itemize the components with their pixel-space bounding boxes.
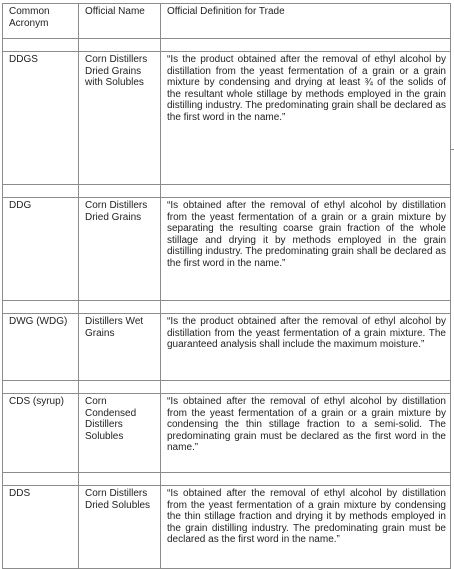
definition-cell: “Is the product obtained after the removal of ethyl alcohol by distillation from the yeast fermentation of a grain mixture. The guaranteed analysis shall include the maximum moisture.” — [161, 314, 451, 381]
acronym-cell: DDGS — [3, 52, 79, 185]
spacer-row — [3, 381, 451, 394]
spacer-row — [3, 301, 451, 314]
header-official-definition: Official Definition for Trade — [161, 4, 451, 39]
table-row — [3, 198, 451, 301]
spacer-row — [3, 473, 451, 486]
table-row — [3, 314, 451, 381]
acronym-cell: DWG (WDG) — [3, 314, 79, 381]
spacer-row — [3, 39, 451, 52]
official-name-cell: Corn Distillers Dried Solubles — [79, 486, 161, 569]
definition-cell: “Is obtained after the removal of ethyl alcohol by distillation from the yeast fermentation of a grain or a grain mixture by condensing the thin stillage fraction to a semi-solid. The predominating grain must be declared as the first word in the name.” — [161, 394, 451, 473]
spacer-row — [3, 185, 451, 198]
definition-cell: “Is obtained after the removal of ethyl alcohol by distillation from the yeast fermentation of a grain or a grain mixture by separating the resulting coarse grain fraction of the whole stillage and drying it by methods employed in the grain distilling industry. The predominating grain shall be declared as the first word in the name.” — [161, 198, 451, 301]
definition-cell: “Is obtained after the removal of ethyl alcohol by distillation from the yeast fermentation of a grain mixture by condensing the thin stillage fraction and drying it by methods employed in the grain distilling industry. The predominating grain must be declared as the first word in the name.” — [161, 486, 451, 569]
acronym-cell: DDS — [3, 486, 79, 569]
definitions-table — [2, 3, 451, 569]
header-official-name: Official Name — [79, 4, 161, 39]
table-row — [3, 394, 451, 473]
table-row — [3, 52, 451, 185]
table-row — [3, 486, 451, 569]
definition-cell: “Is the product obtained after the removal of ethyl alcohol by distillation from the yeast fermentation of a grain or a grain mixture by condensing and drying at least ¾ of the solids of the resultant whole stillage by methods employed in the grain distilling industry. The predominating grain shall be declared as the first word in the name.” — [161, 52, 451, 185]
header-row — [3, 4, 451, 39]
official-name-cell: Corn Condensed Distillers Solubles — [79, 394, 161, 473]
official-name-cell: Corn Distillers Dried Grains with Solubles — [79, 52, 161, 185]
acronym-cell: DDG — [3, 198, 79, 301]
acronym-cell: CDS (syrup) — [3, 394, 79, 473]
official-name-cell: Corn Distillers Dried Grains — [79, 198, 161, 301]
header-common-acronym: Common Acronym — [3, 4, 79, 39]
official-name-cell: Distillers Wet Grains — [79, 314, 161, 381]
